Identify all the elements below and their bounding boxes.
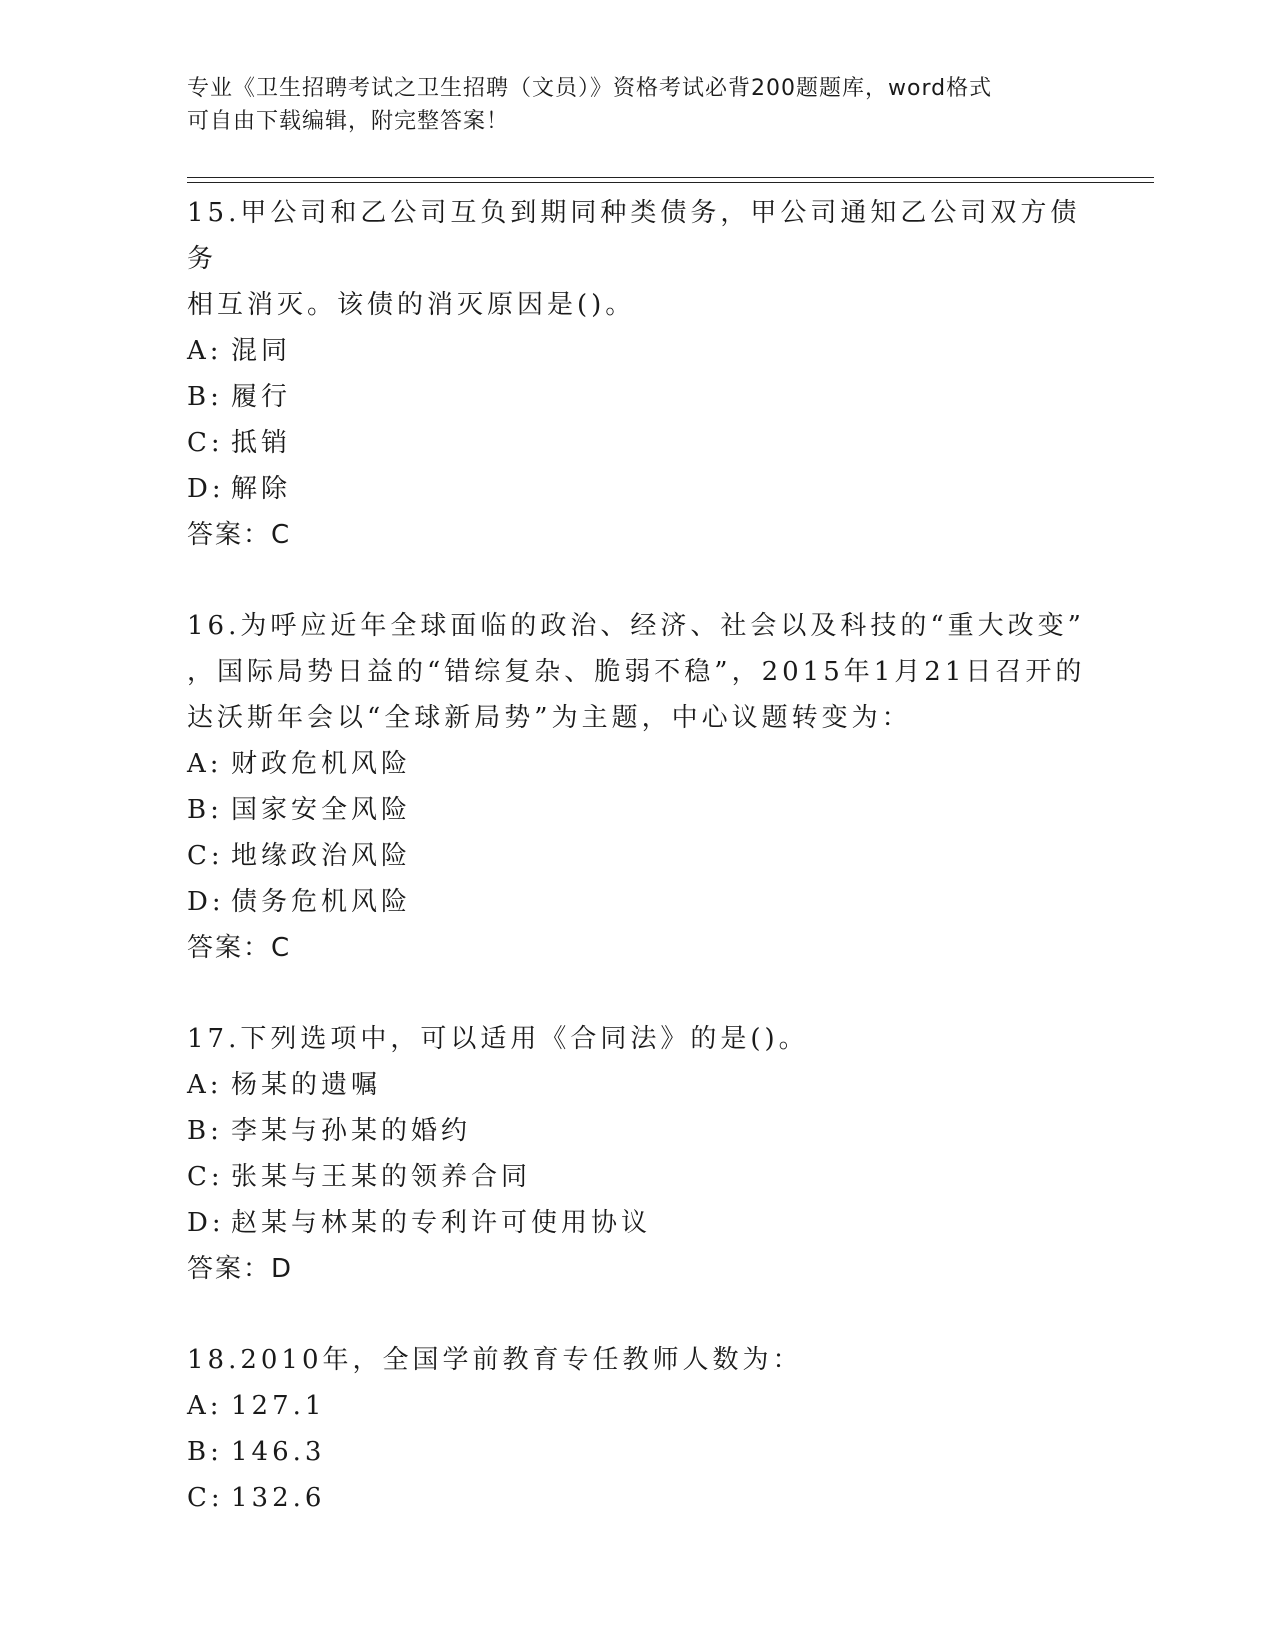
option-key: B: [187, 795, 223, 825]
option-text: 127.1 [231, 1391, 326, 1421]
option-b [187, 787, 1087, 833]
option-text: 132.6 [231, 1483, 326, 1513]
option-text: 地缘政治风险 [231, 841, 412, 871]
question-list [187, 190, 1087, 1566]
question-stem-line: 16.为呼应近年全球面临的政治、经济、社会以及科技的“重大改变” [187, 611, 1085, 641]
option-text: 赵某与林某的专利许可使用协议 [231, 1208, 652, 1238]
option-a [187, 1383, 1087, 1429]
option-d [187, 466, 1087, 512]
option-c [187, 1475, 1087, 1521]
option-text: 国家安全风险 [231, 795, 412, 825]
option-key: D: [187, 1208, 225, 1238]
answer-line: 答案：D [187, 1254, 294, 1284]
question-stem-line: 15.甲公司和乙公司互负到期同种类债务，甲公司通知乙公司双方债务 [187, 198, 1081, 274]
option-c [187, 420, 1087, 466]
option-a [187, 328, 1087, 374]
option-c [187, 1154, 1087, 1200]
question-15 [187, 190, 1087, 558]
option-text: 抵销 [231, 428, 292, 458]
question-18 [187, 1337, 1087, 1521]
question-stem-line: 17.下列选项中，可以适用《合同法》的是()。 [187, 1024, 809, 1054]
option-key: A: [187, 749, 223, 779]
question-stem-line: 相互消灭。该债的消灭原因是()。 [187, 290, 636, 320]
option-key: B: [187, 382, 223, 412]
option-text: 履行 [231, 382, 292, 412]
question-17 [187, 1016, 1087, 1292]
option-key: B: [187, 1116, 223, 1146]
option-key: D: [187, 474, 225, 504]
option-text: 杨某的遗嘱 [231, 1070, 382, 1100]
question-16 [187, 603, 1087, 971]
header-line-1: 专业《卫生招聘考试之卫生招聘（文员）》资格考试必背200题题库，word格式 [187, 76, 993, 101]
question-stem-line: 达沃斯年会以“全球新局势”为主题，中心议题转变为： [187, 703, 912, 733]
document-header [187, 72, 1087, 138]
option-text: 张某与王某的领养合同 [231, 1162, 532, 1192]
header-divider-top [187, 177, 1154, 178]
option-text: 债务危机风险 [231, 887, 412, 917]
question-stem-line: ，国际局势日益的“错综复杂、脆弱不稳”，2015年1月21日召开的 [187, 657, 1086, 687]
option-key: C: [187, 1162, 224, 1192]
answer-line: 答案：C [187, 933, 292, 963]
option-key: C: [187, 428, 224, 458]
option-key: A: [187, 1391, 223, 1421]
option-text: 解除 [231, 474, 292, 504]
option-text: 146.3 [231, 1437, 326, 1467]
option-a [187, 741, 1087, 787]
header-divider-bottom [187, 182, 1154, 183]
option-key: A: [187, 336, 223, 366]
answer-line: 答案：C [187, 520, 292, 550]
option-key: D: [187, 887, 225, 917]
option-b [187, 1108, 1087, 1154]
option-c [187, 833, 1087, 879]
header-line-2: 可自由下载编辑，附完整答案！ [187, 109, 510, 134]
option-b [187, 374, 1087, 420]
option-a [187, 1062, 1087, 1108]
option-d [187, 1200, 1087, 1246]
option-text: 李某与孙某的婚约 [231, 1116, 472, 1146]
option-key: A: [187, 1070, 223, 1100]
option-text: 混同 [231, 336, 292, 366]
option-d [187, 879, 1087, 925]
option-b [187, 1429, 1087, 1475]
question-stem-line: 18.2010年，全国学前教育专任教师人数为： [187, 1345, 803, 1375]
option-key: C: [187, 1483, 224, 1513]
option-key: C: [187, 841, 224, 871]
option-text: 财政危机风险 [231, 749, 412, 779]
option-key: B: [187, 1437, 223, 1467]
